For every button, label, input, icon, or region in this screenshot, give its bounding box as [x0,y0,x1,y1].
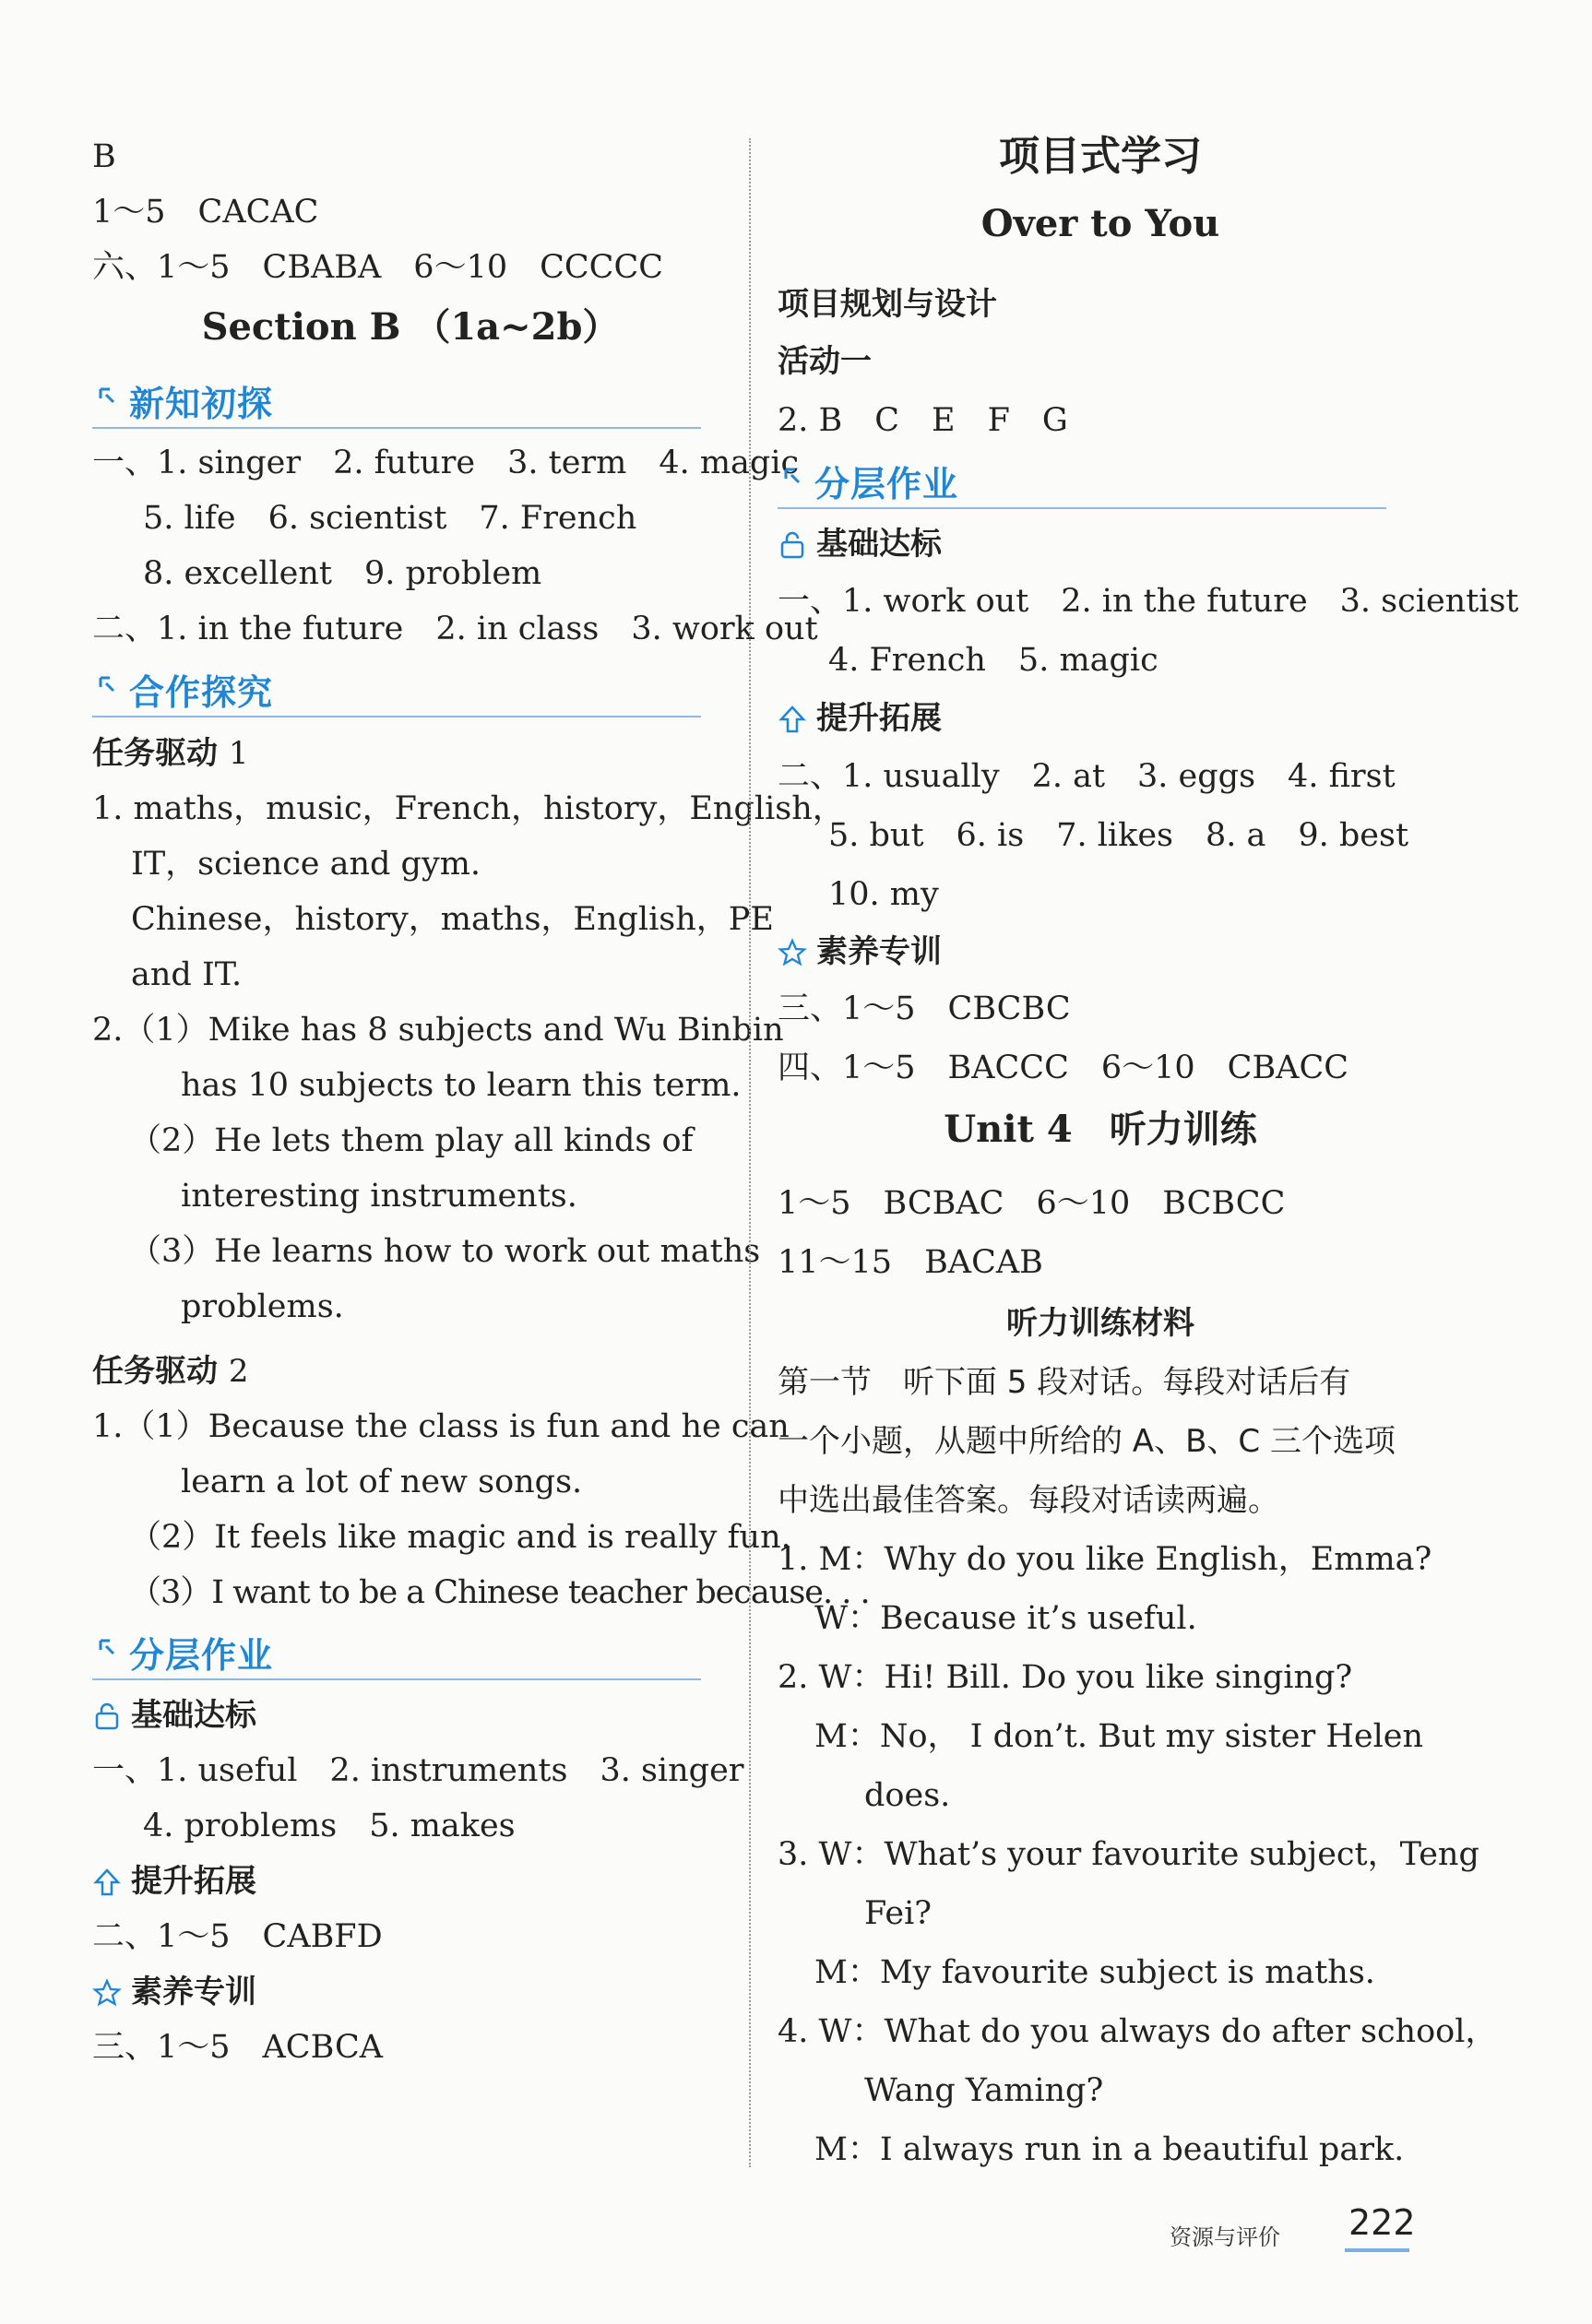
task-label-text: 任务驱动 [92,1353,218,1390]
dialogue-line: 2. W：Hi! Bill. Do you like singing? [778,1659,1353,1696]
answer-line: 二、1. in the future 2. in class 3. work out [92,611,818,647]
sub-heading-text: 提升拓展 [816,700,942,737]
answer-line: （3）I want to be a Chinese teacher because. . . [129,1574,870,1611]
task-number: 2 [228,1353,249,1390]
answer-line: 1～5 CACAC [92,194,319,231]
material-title: 听力训练材料 [1006,1305,1194,1342]
answer-line: 10. my [828,876,939,913]
up-arrow-icon [92,1868,122,1897]
project-subtitle: Over to You [980,202,1220,245]
answer-line: （3）He learns how to work out maths [129,1233,761,1270]
section-bar-hezuo [92,662,701,717]
answer-line: Chinese，history，maths，English，PE [131,901,774,938]
dialogue-line: M：My favourite subject is maths. [814,1954,1375,1991]
answer-line: 三、1～5 ACBCA [92,2029,384,2066]
material-line: 第一节 听下面 5 段对话。每段对话后有 [778,1364,1351,1401]
answer-line: 5. life 6. scientist 7. French [143,500,637,537]
answer-line: learn a lot of new songs. [181,1464,583,1500]
answer-line: 二、1～5 CABFD [92,1918,383,1955]
section-bar-fenceng [778,454,1386,509]
lock-icon [778,530,807,560]
section-bar-fenceng [92,1625,701,1680]
dialogue-line: M：No， I don’t. But my sister Helen [814,1718,1424,1755]
section-title: 新知初探 [129,384,274,424]
answer-line: and IT. [131,956,243,993]
page-number: 222 [1348,2202,1416,2243]
dialogue-line: 3. W：What’s your favourite subject，Teng [778,1836,1479,1873]
answer-line: 二、1. usually 2. at 3. eggs 4. first [778,758,1396,795]
dialogue-line: M：I always run in a beautiful park. [814,2131,1405,2168]
up-arrow-icon [778,705,807,734]
answer-line: 六、1～5 CBABA 6～10 CCCCC [92,249,664,286]
answer-line: 11～15 BACAB [778,1244,1043,1281]
sub-heading-jichu [778,524,942,564]
sub-heading-text: 提升拓展 [131,1863,256,1900]
sub-heading-text: 素养专训 [816,933,942,970]
answer-line: 四、1～5 BACCC 6～10 CBACC [778,1049,1349,1086]
dialogue-line: W：Because it’s useful. [814,1600,1197,1637]
sub-heading-jichu [92,1695,256,1736]
sub-heading-text: 基础达标 [816,526,942,563]
answer-line: B [92,138,116,175]
answer-line: （2）He lets them play all kinds of [129,1122,694,1159]
material-line: 一个小题，从题中所给的 A、B、C 三个选项 [778,1423,1396,1460]
answer-line: 三、1～5 CBCBC [778,990,1071,1027]
answer-line: 1.（1）Because the class is fun and he can [92,1408,790,1445]
answer-line: IT，science and gym. [131,846,481,883]
answer-line: 1. maths，music，French，history，English， [92,790,845,827]
corner-arrow-icon [98,675,116,694]
task-label-text: 任务驱动 [92,735,218,772]
dialogue-line: Wang Yaming? [864,2072,1104,2109]
task-number: 1 [228,735,249,772]
star-icon [92,1978,122,2008]
answer-line: 4. problems 5. makes [143,1808,516,1844]
sub-heading-tisheng [92,1861,256,1902]
material-line: 中选出最佳答案。每段对话读两遍。 [778,1482,1279,1519]
answer-line: 5. but 6. is 7. likes 8. a 9. best [828,817,1409,854]
answer-line: （2）It feels like magic and is really fun. [129,1519,791,1556]
dialogue-line: 4. W：What do you always do after school， [778,2013,1498,2050]
answer-line: 2. B C E F G [778,402,1068,439]
page-number-underline [1345,2248,1409,2252]
sub-heading-tisheng [778,698,942,739]
corner-arrow-icon [98,386,116,405]
corner-arrow-icon [98,1638,116,1656]
answer-line: 4. French 5. magic [828,642,1158,679]
column-divider [749,138,751,2167]
answer-line: has 10 subjects to learn this term. [181,1067,742,1104]
answer-line: 一、1. singer 2. future 3. term 4. magic [92,445,800,481]
sub-heading-text: 素养专训 [131,1974,256,2010]
sub-heading-suyang [92,1972,256,2012]
task-label [92,733,248,774]
answer-line: 8. excellent 9. problem [143,555,542,592]
lock-icon [92,1702,122,1731]
unit-heading: Unit 4 听力训练 [944,1108,1257,1151]
answer-line: 一、1. work out 2. in the future 3. scientist [778,583,1519,620]
sub-heading-suyang [778,931,942,972]
section-title: 分层作业 [814,464,959,504]
star-icon [778,938,807,967]
section-title: 分层作业 [129,1635,274,1676]
section-heading: Section B （1a~2b） [201,305,620,349]
dialogue-line: Fei? [864,1895,933,1932]
plan-heading: 项目规划与设计 [778,286,997,323]
answer-line: problems. [181,1288,344,1325]
section-bar-xinzhi [92,374,701,429]
section-title: 合作探究 [129,672,274,713]
dialogue-line: 1. M：Why do you like English，Emma? [778,1541,1432,1578]
corner-arrow-icon [783,467,802,485]
answer-line: 一、1. useful 2. instruments 3. singer [92,1752,744,1789]
answer-line: interesting instruments. [181,1178,577,1215]
answer-line: 2.（1）Mike has 8 subjects and Wu Binbin [92,1012,784,1049]
project-title: 项目式学习 [999,133,1202,180]
activity-heading: 活动一 [778,343,872,380]
footer-label: 资源与评价 [1170,2224,1280,2250]
task-label [92,1351,248,1392]
dialogue-line: does. [864,1777,951,1814]
answer-line: 1～5 BCBAC 6～10 BCBCC [778,1185,1286,1222]
sub-heading-text: 基础达标 [131,1697,256,1734]
